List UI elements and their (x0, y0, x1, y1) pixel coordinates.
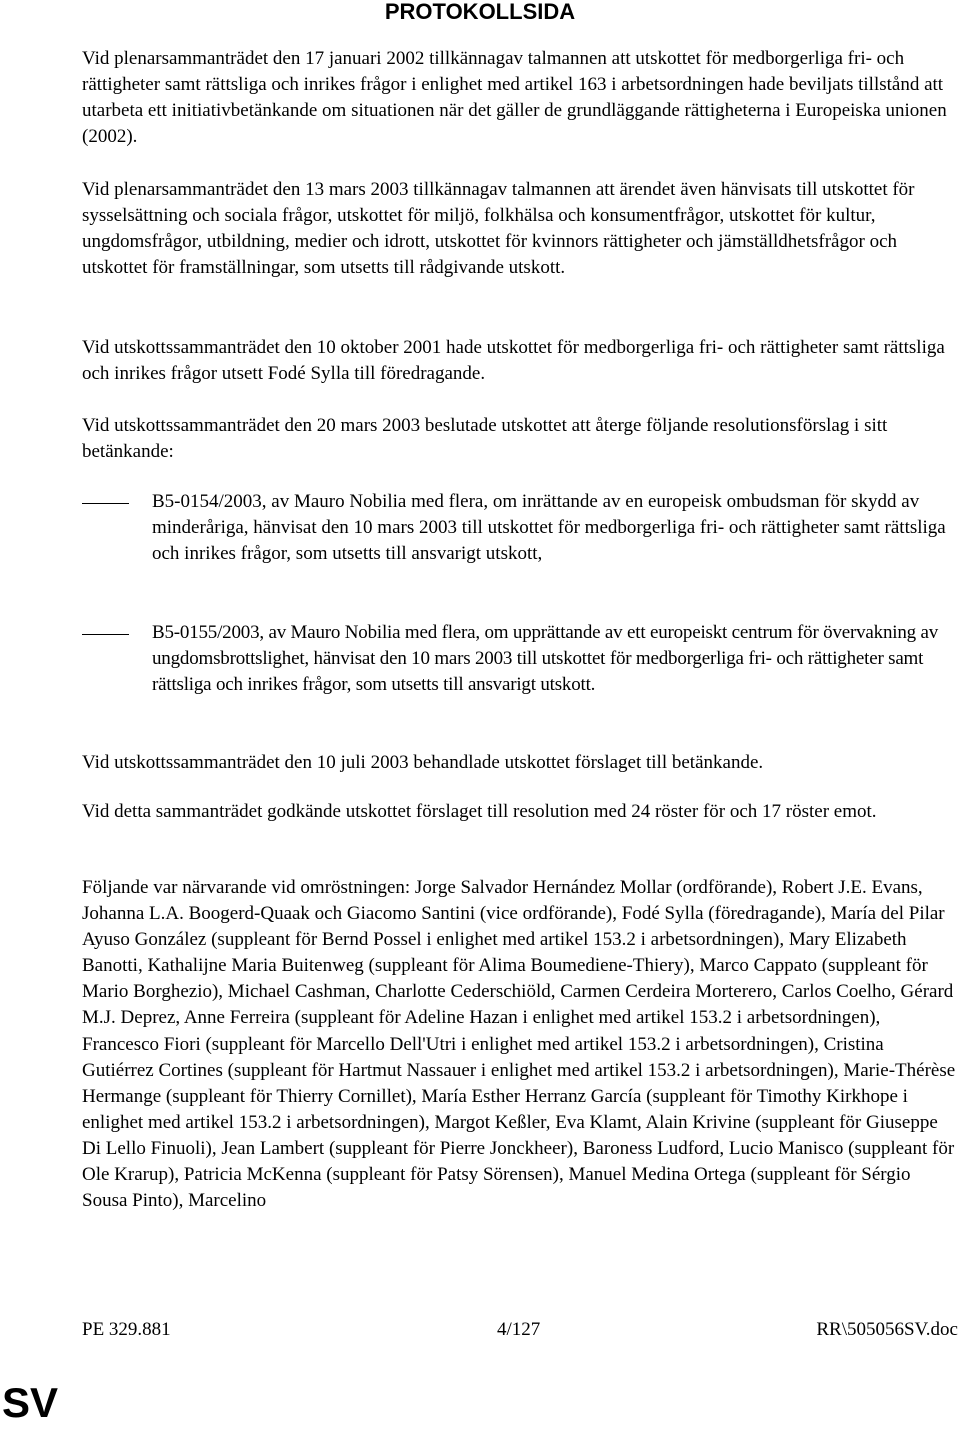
footer-document-name: RR\505056SV.doc (816, 1319, 958, 1340)
paragraph-initiative: Vid plenarsammanträdet den 17 januari 2002 tillkännagav talmannen att utskottet för medborgerliga fri- och rättigheter samt rättsliga och inrikes frågor i enlighet med artikel 163 i arbetsordningen hade beviljats tillstånd att utarbeta ett initiativbetänkande om situationen när det gäller de grundläggande rättigheterna i Europeiska unionen (2002). (82, 48, 947, 148)
page-title: PROTOKOLLSIDA (384, 0, 576, 24)
footer-reference: PE 329.881 (82, 1319, 171, 1340)
paragraph-members-present: Följande var närvarande vid omröstningen: Jorge Salvador Hernández Mollar (ordförande), Robert J.E. Evans, Johanna L.A. Boogerd-Quaak och Giacomo Santini (vice ordförande), Fodé Sylla (föredragande), María del Pilar Ayuso González (suppleant för Bernd Possel i enlighet med artikel 153.2 i arbetsordningen), Mary Elizabeth Banotti, Kathalijne Maria Buitenweg (suppleant för Alima Boumediene-Thiery), Marco Cappato (suppleant för Mario Borghezio), Michael Cashman, Charlotte Cederschiöld, Carmen Cerdeira Morterero, Carlos Coelho, Gérard M.J. Deprez, Anne Ferreira (suppleant för Adeline Hazan i enlighet med artikel 153.2 i arbetsordningen), Francesco Fiori (suppleant för Marcello Dell'Utri i enlighet med artikel 153.2 i arbetsordningen), Cristina Gutiérrez Cortines (suppleant för Hartmut Nassauer i enlighet med artikel 153.2 i arbetsordningen), Marie-Thérèse Hermange (suppleant för Thierry Cornillet), María Esther Herranz García (suppleant för Timothy Kirkhope i enlighet med artikel 153.2 i arbetsordningen), Margot Keßler, Eva Klamt, Alain Krivine (suppleant för Giuseppe Di Lello Finuoli), Jean Lambert (suppleant för Pierre Jonckheer), Baroness Ludford, Lucio Manisco (suppleant för Ole Krarup), Patricia McKenna (suppleant för Patsy Sörensen), Manuel Medina Ortega (suppleant för Sérgio Sousa Pinto), Marcelino (82, 877, 956, 1212)
resolution-item: B5-0154/2003, av Mauro Nobilia med flera, om inrättande av en europeisk ombudsman för skydd av minderåriga, hänvisat den 10 mars 2003 till utskottet för medborgerliga fri- och rättigheter samt rättsliga och inrikes frågor, som utsetts till ansvarigt utskott, (152, 491, 946, 565)
paragraph-vote-result: Vid detta sammanträdet godkände utskottet förslaget till resolution med 24 röster för och 17 röster emot. (82, 801, 877, 822)
paragraph-rapporteur: Vid utskottssammanträdet den 10 oktober 2001 hade utskottet för medborgerliga fri- och rättigheter samt rättsliga och inrikes frågor utsett Fodé Sylla till föredragande. (82, 337, 945, 385)
bullet-dash (82, 503, 129, 504)
language-code: SV (2, 1379, 59, 1426)
paragraph-consideration: Vid utskottssammanträdet den 10 juli 2003 behandlade utskottet förslaget till betänkande. (82, 752, 764, 773)
paragraph-referral: Vid plenarsammanträdet den 13 mars 2003 tillkännagav talmannen att ärendet även hänvisats till utskottet för sysselsättning och sociala frågor, utskottet för miljö, folkhälsa och konsumentfrågor, utskottet för kultur, ungdomsfrågor, utbildning, medier och idrott, utskottet för kvinnors rättigheter och jämställdhetsfrågor och utskottet för framställningar, som utsetts till rådgivande utskott. (82, 179, 915, 279)
paragraph-resolutions-intro: Vid utskottssammanträdet den 20 mars 2003 beslutade utskottet att återge följande resolutionsförslag i sitt betänkande: (82, 415, 888, 463)
resolution-item: B5-0155/2003, av Mauro Nobilia med flera, om upprättande av ett europeiskt centrum för övervakning av ungdomsbrottslighet, hänvisat den 10 mars 2003 till utskottet för medborgerliga fri- och rättigheter samt rättsliga och inrikes frågor, som utsetts till ansvarigt utskott. (152, 622, 939, 696)
footer-page-number: 4/127 (497, 1319, 541, 1340)
bullet-dash (82, 634, 129, 635)
